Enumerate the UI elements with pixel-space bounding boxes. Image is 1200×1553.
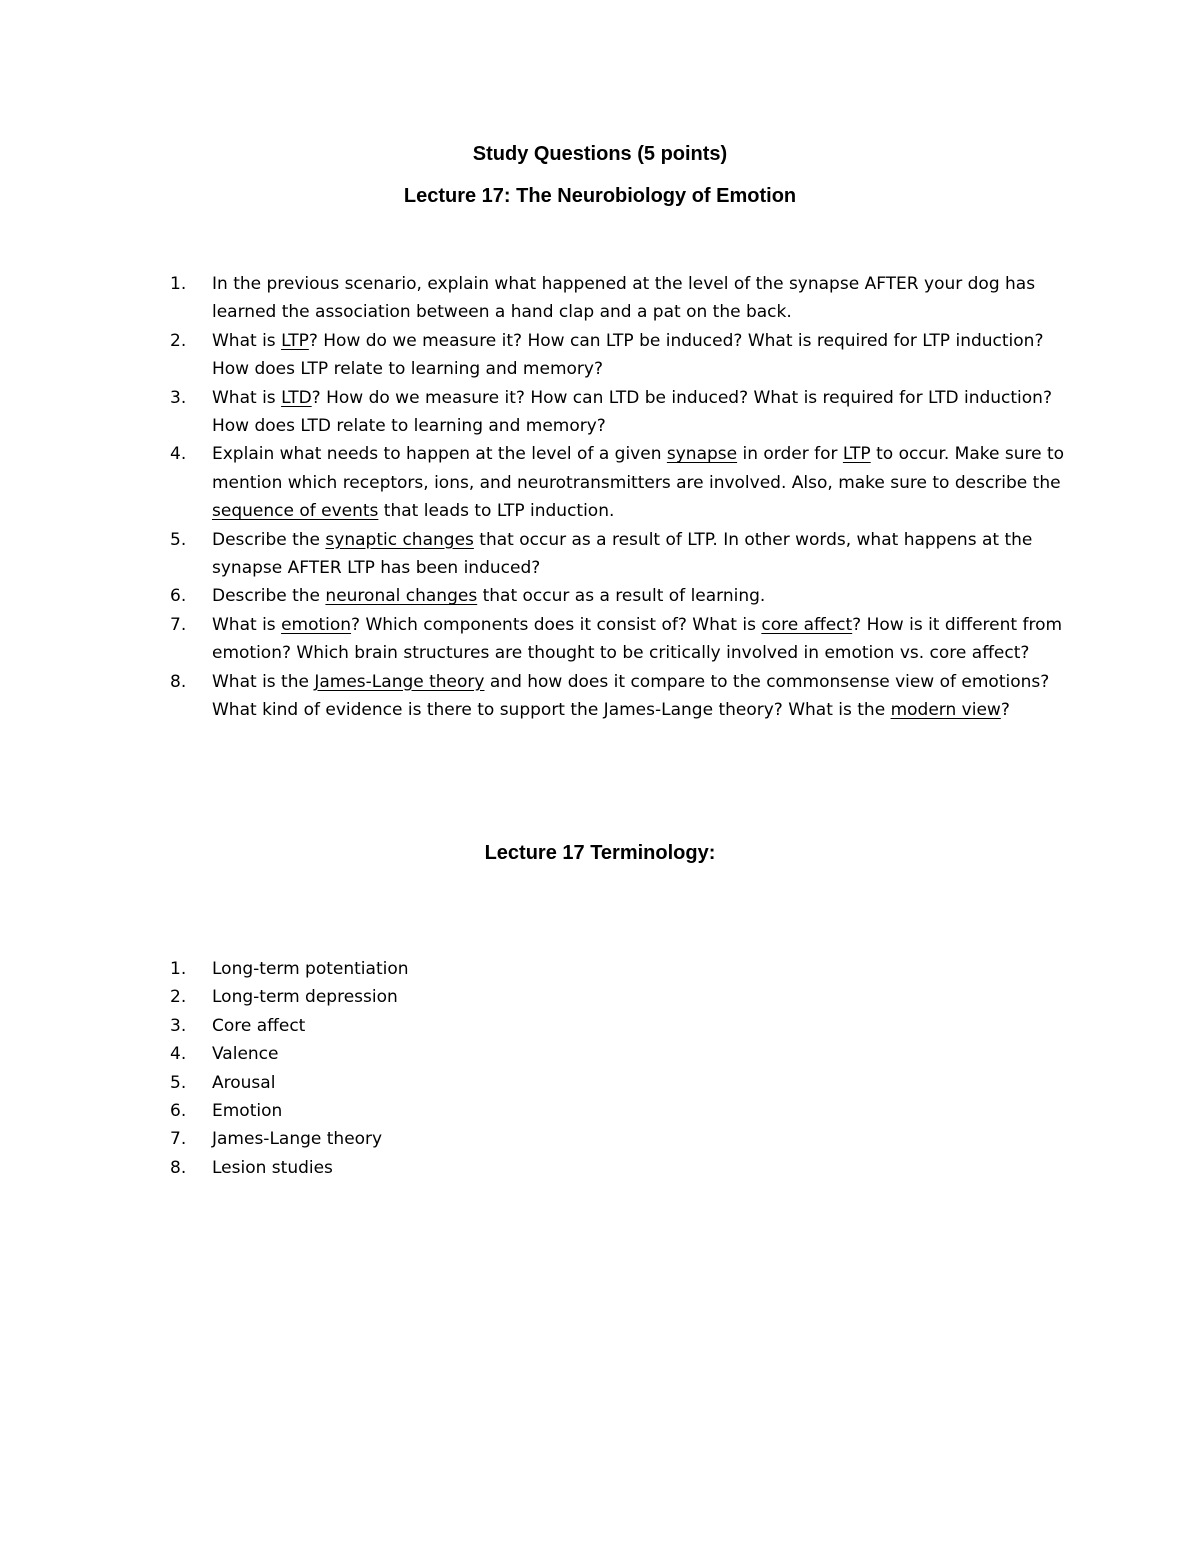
page-title: Study Questions (5 points) xyxy=(472,143,728,165)
term-item xyxy=(170,1125,1070,1153)
question-text-segment: In the previous scenario, explain what happened at the level of the synapse AFTER your dog has learned the association between a hand clap and a pat on the back. xyxy=(212,274,1036,323)
question-text-segment: ? How do we measure it? How can LTP be induced? What is required for LTP induction? How does LTP relate to learning and memory? xyxy=(212,330,1044,380)
question-text-segment: to occur. Make sure to mention which receptors, ions, and neurotransmitters are involved. Also, make sure to describe the xyxy=(212,444,1065,493)
term-number: 7. xyxy=(170,1129,187,1150)
key-term: emotion xyxy=(281,614,352,635)
question-item xyxy=(170,526,1070,583)
term-item xyxy=(170,1012,1070,1040)
term-item xyxy=(170,1097,1070,1125)
study-questions-list xyxy=(170,270,1070,725)
question-text-segment: that leads to LTP induction. xyxy=(378,501,615,522)
question-text-segment: ? How do we measure it? How can LTD be induced? What is required for LTD induction? How does LTD relate to learning and memory? xyxy=(212,387,1052,437)
key-term: James-Lange theory xyxy=(314,671,485,692)
term-text: Core affect xyxy=(212,1015,306,1036)
question-text-segment: Describe the xyxy=(212,586,326,607)
question-item xyxy=(170,270,1070,327)
question-text-segment: What is xyxy=(212,330,282,351)
term-text: Emotion xyxy=(212,1101,283,1122)
terminology-heading: Lecture 17 Terminology: xyxy=(484,842,716,864)
terminology-list xyxy=(170,955,1070,1182)
term-item xyxy=(170,1154,1070,1182)
term-item xyxy=(170,955,1070,983)
question-text xyxy=(212,615,1062,663)
term-number: 8. xyxy=(170,1157,187,1178)
key-term: neuronal changes xyxy=(325,586,478,607)
question-number: 3. xyxy=(170,387,187,408)
key-term: modern view xyxy=(890,700,1001,721)
question-text-segment: Explain what needs to happen at the level of a given xyxy=(212,444,667,465)
question-text-segment: What is xyxy=(212,614,282,635)
question-number: 8. xyxy=(170,671,187,692)
question-text xyxy=(212,331,1043,379)
term-text: Valence xyxy=(212,1044,279,1065)
question-text-segment: that occur as a result of LTP. In other words, what happens at the synapse AFTER LTP has been induced? xyxy=(212,529,1033,579)
lecture-subtitle: Lecture 17: The Neurobiology of Emotion xyxy=(403,185,797,207)
question-text-segment: What is xyxy=(212,387,282,408)
question-item xyxy=(170,668,1070,725)
term-text: Long-term depression xyxy=(212,987,398,1008)
key-term: LTP xyxy=(281,330,309,351)
key-term: LTD xyxy=(281,387,312,408)
question-text xyxy=(212,388,1052,436)
question-number: 6. xyxy=(170,586,187,607)
question-text xyxy=(212,444,1064,521)
key-term: synapse xyxy=(666,444,738,465)
term-number: 1. xyxy=(170,959,187,979)
question-number: 4. xyxy=(170,444,187,465)
question-text xyxy=(212,672,1049,720)
term-item xyxy=(170,1040,1070,1068)
term-number: 4. xyxy=(170,1044,187,1065)
term-text: James-Lange theory xyxy=(212,1129,383,1150)
key-term: core affect xyxy=(761,614,853,635)
question-item xyxy=(170,327,1070,384)
term-item xyxy=(170,983,1070,1011)
question-item xyxy=(170,582,1070,610)
term-number: 3. xyxy=(170,1015,187,1036)
question-text-segment: ? How is it different from emotion? Which brain structures are thought to be critically involved in emotion vs. core affect? xyxy=(212,614,1063,664)
question-text xyxy=(212,274,1035,322)
question-text-segment: ? xyxy=(1000,700,1010,721)
term-text: Arousal xyxy=(212,1072,276,1093)
question-text-segment: ? Which components does it consist of? What is xyxy=(351,614,762,635)
question-text-segment: and how does it compare to the commonsense view of emotions? What kind of evidence is there to support the James-Lange theory? What is the xyxy=(212,671,1050,721)
question-text xyxy=(212,530,1032,578)
question-text-segment: that occur as a result of learning. xyxy=(477,586,766,607)
question-number: 7. xyxy=(170,614,187,635)
question-text-segment: in order for xyxy=(737,444,843,465)
term-text: Lesion studies xyxy=(212,1157,333,1178)
key-term: synaptic changes xyxy=(325,529,474,550)
term-number: 6. xyxy=(170,1101,187,1122)
question-number: 2. xyxy=(170,330,187,351)
key-term: sequence of events xyxy=(212,501,379,522)
question-item xyxy=(170,384,1070,441)
question-number: 1. xyxy=(170,274,187,294)
question-text-segment: What is the xyxy=(212,671,315,692)
term-item xyxy=(170,1069,1070,1097)
term-text: Long-term potentiation xyxy=(212,959,409,979)
term-number: 2. xyxy=(170,987,187,1008)
question-number: 5. xyxy=(170,529,187,550)
question-text xyxy=(212,586,765,606)
question-text-segment: Describe the xyxy=(212,529,326,550)
term-number: 5. xyxy=(170,1072,187,1093)
question-item xyxy=(170,611,1070,668)
question-item xyxy=(170,440,1070,525)
key-term: LTP xyxy=(842,444,871,465)
